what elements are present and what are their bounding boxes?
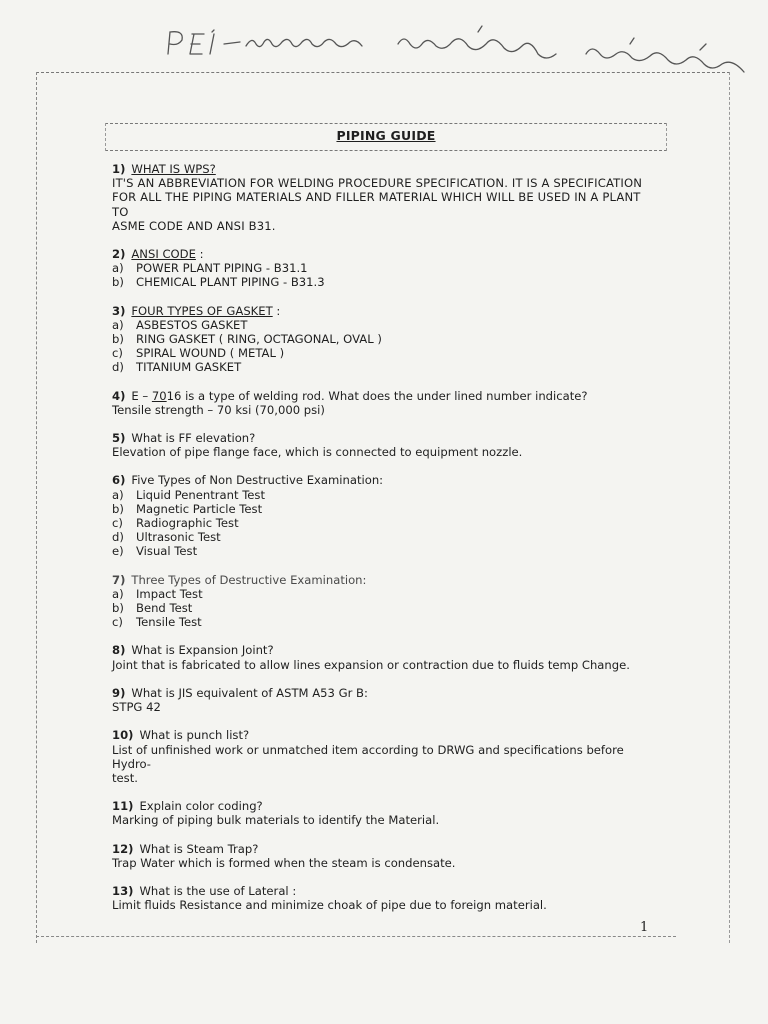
question-number: 1) xyxy=(112,162,126,176)
item-text: Liquid Penentrant Test xyxy=(136,487,266,502)
question-number: 4) xyxy=(112,388,126,403)
item-letter: b) xyxy=(112,501,124,516)
answer-line: ASME CODE AND ANSI B31. xyxy=(112,218,276,233)
question-number: 3) xyxy=(112,303,126,318)
item-text: POWER PLANT PIPING - B31.1 xyxy=(136,261,308,276)
question-text: What is the use of Lateral : xyxy=(139,883,297,898)
list-item xyxy=(112,318,660,332)
title-band xyxy=(105,123,667,151)
item-letter: c) xyxy=(112,346,123,361)
question-text: What is FF elevation? xyxy=(131,431,256,446)
section-1 xyxy=(112,162,660,233)
section-11 xyxy=(112,799,660,827)
question-text: What is Steam Trap? xyxy=(139,841,259,856)
document-title: PIPING GUIDE xyxy=(336,128,436,143)
item-letter: a) xyxy=(112,487,124,502)
question xyxy=(112,431,660,445)
item-letter: d) xyxy=(112,530,124,545)
item-letter: a) xyxy=(112,261,124,276)
answer-line: Tensile strength – 70 ksi (70,000 psi) xyxy=(112,402,325,417)
item-text: Magnetic Particle Test xyxy=(136,501,263,516)
section-8 xyxy=(112,643,660,671)
section-3 xyxy=(112,304,660,375)
question-prefix: E – xyxy=(131,388,152,403)
item-text: ASBESTOS GASKET xyxy=(136,317,248,332)
answer-line: test. xyxy=(112,770,138,785)
item-text: Ultrasonic Test xyxy=(136,530,221,545)
section-7 xyxy=(112,573,660,630)
item-text: Radiographic Test xyxy=(136,516,239,531)
list-item xyxy=(112,502,660,516)
question-text: Three Types of Destructive Examination: xyxy=(131,572,367,587)
list-item xyxy=(112,261,660,275)
question xyxy=(112,728,660,742)
answer-line: Elevation of pipe flange face, which is connected to equipment nozzle. xyxy=(112,445,523,460)
answer-line: List of unfinished work or unmatched item according to DRWG and specifications before Hydro- xyxy=(112,742,624,771)
section-6 xyxy=(112,473,660,558)
question-text: ANSI CODE xyxy=(131,247,196,262)
item-text: Impact Test xyxy=(136,586,203,601)
list-item xyxy=(112,615,660,629)
list-item xyxy=(112,530,660,544)
item-text: TITANIUM GASKET xyxy=(136,360,242,375)
question-number: 12) xyxy=(112,841,134,856)
question-number: 6) xyxy=(112,473,126,488)
list-item xyxy=(112,332,660,346)
question-number: 9) xyxy=(112,685,126,700)
item-letter: b) xyxy=(112,601,124,616)
question-text: What is punch list? xyxy=(139,728,250,743)
item-letter: a) xyxy=(112,317,124,332)
question-number: 10) xyxy=(112,728,134,743)
answer-line: Trap Water which is formed when the steam is condensate. xyxy=(112,855,456,870)
item-text: CHEMICAL PLANT PIPING - B31.3 xyxy=(136,275,325,290)
question-number: 7) xyxy=(112,572,126,587)
question-number: 13) xyxy=(112,883,134,898)
item-text: RING GASKET ( RING, OCTAGONAL, OVAL ) xyxy=(136,332,382,347)
question-number: 5) xyxy=(112,431,126,446)
list-item xyxy=(112,587,660,601)
item-text: Bend Test xyxy=(136,601,193,616)
question xyxy=(112,842,660,856)
item-letter: a) xyxy=(112,586,124,601)
question-text: Five Types of Non Destructive Examination: xyxy=(131,473,384,488)
list-item xyxy=(112,275,660,289)
question xyxy=(112,473,660,487)
question xyxy=(112,304,660,318)
section-4 xyxy=(112,389,660,417)
question-text: What is JIS equivalent of ASTM A53 Gr B: xyxy=(131,685,368,700)
question-number: 11) xyxy=(112,799,134,814)
item-letter: d) xyxy=(112,360,124,375)
section-10 xyxy=(112,728,660,785)
list-item xyxy=(112,516,660,530)
item-text: Visual Test xyxy=(136,544,198,559)
answer-line: Limit fluids Resistance and minimize choak of pipe due to foreign material. xyxy=(112,898,547,913)
question-text: 16 is a type of welding rod. What does the under lined number indicate? xyxy=(166,388,588,403)
question xyxy=(112,247,660,261)
item-letter: b) xyxy=(112,332,124,347)
document-content xyxy=(112,162,660,926)
list-item xyxy=(112,544,660,558)
item-letter: b) xyxy=(112,275,124,290)
item-letter: e) xyxy=(112,544,124,559)
question xyxy=(112,389,660,403)
question xyxy=(112,162,660,176)
section-13 xyxy=(112,884,660,912)
question-suffix: : xyxy=(272,303,281,318)
item-text: SPIRAL WOUND ( METAL ) xyxy=(136,346,285,361)
page-number: 1 xyxy=(640,920,649,935)
question-text: WHAT IS WPS? xyxy=(131,162,216,176)
question-underlined-number: 70 xyxy=(151,388,167,403)
question xyxy=(112,643,660,657)
question-text: Explain color coding? xyxy=(139,799,263,814)
answer-line: STPG 42 xyxy=(112,700,161,715)
answer-line: Marking of piping bulk materials to identify the Material. xyxy=(112,813,440,828)
answer-line: IT'S AN ABBREVIATION FOR WELDING PROCEDURE SPECIFICATION. IT IS A SPECIFICATION xyxy=(112,176,643,191)
question-number: 2) xyxy=(112,247,126,262)
item-letter: c) xyxy=(112,516,123,531)
section-12 xyxy=(112,842,660,870)
list-item xyxy=(112,488,660,502)
list-item xyxy=(112,601,660,615)
question-suffix: : xyxy=(195,247,204,262)
answer-line: Joint that is fabricated to allow lines expansion or contraction due to fluids temp Change. xyxy=(112,657,630,672)
bottom-rule xyxy=(36,936,676,937)
list-item xyxy=(112,346,660,360)
item-letter: c) xyxy=(112,615,123,630)
question-text: FOUR TYPES OF GASKET xyxy=(131,303,273,318)
section-2 xyxy=(112,247,660,290)
question-text: What is Expansion Joint? xyxy=(131,643,274,658)
list-item xyxy=(112,360,660,374)
section-9 xyxy=(112,686,660,714)
question xyxy=(112,686,660,700)
item-text: Tensile Test xyxy=(136,615,202,630)
question-number: 8) xyxy=(112,643,126,658)
question xyxy=(112,884,660,898)
answer-line: FOR ALL THE PIPING MATERIALS AND FILLER MATERIAL WHICH WILL BE USED IN A PLANT TO xyxy=(112,190,641,219)
section-5 xyxy=(112,431,660,459)
question xyxy=(112,799,660,813)
question xyxy=(112,573,660,587)
